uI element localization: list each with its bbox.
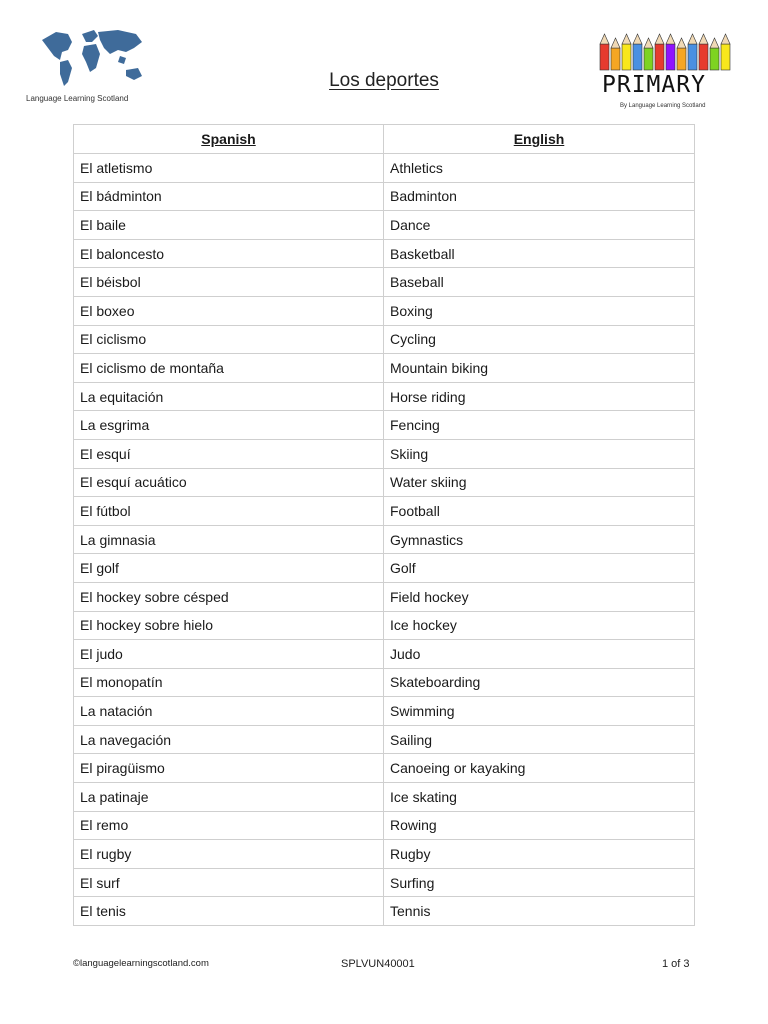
table-row (74, 439, 695, 468)
english-cell: Ice hockey (384, 611, 695, 640)
spanish-cell: El ciclismo (74, 325, 384, 354)
pencil-icon (655, 34, 664, 70)
pencil-icon (699, 34, 708, 70)
table-row (74, 268, 695, 297)
spanish-cell: El remo (74, 811, 384, 840)
english-cell: Canoeing or kayaking (384, 754, 695, 783)
english-cell: Fencing (384, 411, 695, 440)
primary-logo (598, 30, 732, 116)
table-header-row (74, 125, 695, 154)
spanish-cell: El judo (74, 640, 384, 669)
spanish-cell: El fútbol (74, 497, 384, 526)
pencil-icon (677, 38, 686, 70)
english-cell: Skiing (384, 439, 695, 468)
english-cell: Boxing (384, 296, 695, 325)
spanish-cell: La natación (74, 697, 384, 726)
spanish-cell: El boxeo (74, 296, 384, 325)
spanish-cell: El atletismo (74, 154, 384, 183)
spanish-cell: El golf (74, 554, 384, 583)
english-cell: Swimming (384, 697, 695, 726)
pencil-icon (600, 34, 609, 70)
english-cell: Ice skating (384, 783, 695, 812)
spanish-cell: El baile (74, 211, 384, 240)
spanish-cell: La esgrima (74, 411, 384, 440)
spanish-cell: El monopatín (74, 668, 384, 697)
org-name: Language Learning Scotland (26, 94, 129, 103)
table-row (74, 354, 695, 383)
english-cell: Judo (384, 640, 695, 669)
spanish-cell: El baloncesto (74, 239, 384, 268)
pencil-icon (666, 34, 675, 70)
pencil-icon (688, 34, 697, 70)
spanish-cell: El béisbol (74, 268, 384, 297)
table-row (74, 840, 695, 869)
english-cell: Badminton (384, 182, 695, 211)
pencil-icon (611, 38, 620, 70)
table-row (74, 154, 695, 183)
spanish-cell: La navegación (74, 725, 384, 754)
table-row (74, 754, 695, 783)
english-cell: Rugby (384, 840, 695, 869)
table-row (74, 182, 695, 211)
table-row (74, 582, 695, 611)
table-row (74, 697, 695, 726)
table-row (74, 725, 695, 754)
primary-wordmark: PRIMARY (602, 72, 706, 98)
column-header-spanish: Spanish (74, 125, 384, 154)
spanish-cell: El esquí (74, 439, 384, 468)
table-row (74, 525, 695, 554)
spanish-cell: El bádminton (74, 182, 384, 211)
table-row (74, 325, 695, 354)
english-cell: Horse riding (384, 382, 695, 411)
english-cell: Sailing (384, 725, 695, 754)
english-cell: Rowing (384, 811, 695, 840)
english-cell: Football (384, 497, 695, 526)
table-row (74, 468, 695, 497)
pencil-icon (622, 34, 631, 70)
spanish-cell: El hockey sobre césped (74, 582, 384, 611)
language-learning-scotland-logo (24, 26, 164, 106)
pencil-icon (710, 38, 719, 70)
pencil-icon (633, 34, 642, 70)
table-row (74, 554, 695, 583)
table-row (74, 296, 695, 325)
table-row (74, 668, 695, 697)
spanish-cell: El ciclismo de montaña (74, 354, 384, 383)
spanish-cell: El tenis (74, 897, 384, 926)
column-header-english: English (384, 125, 695, 154)
spanish-cell: El hockey sobre hielo (74, 611, 384, 640)
pencil-icon (721, 34, 730, 70)
english-cell: Surfing (384, 868, 695, 897)
spanish-cell: El surf (74, 868, 384, 897)
english-cell: Athletics (384, 154, 695, 183)
english-cell: Dance (384, 211, 695, 240)
table-row (74, 868, 695, 897)
table-row (74, 611, 695, 640)
table-row (74, 811, 695, 840)
english-cell: Mountain biking (384, 354, 695, 383)
footer-copyright: ©languagelearningscotland.com (73, 958, 209, 969)
table-row (74, 411, 695, 440)
page-title: Los deportes (329, 70, 439, 91)
spanish-cell: El rugby (74, 840, 384, 869)
table-row (74, 640, 695, 669)
english-cell: Skateboarding (384, 668, 695, 697)
vocabulary-table (73, 124, 695, 926)
english-cell: Golf (384, 554, 695, 583)
english-cell: Water skiing (384, 468, 695, 497)
brand-tagline: By Language Learning Scotland (620, 103, 706, 109)
footer-page-number: 1 of 3 (662, 958, 690, 970)
spanish-cell: El esquí acuático (74, 468, 384, 497)
footer-document-code: SPLVUN40001 (341, 958, 415, 970)
table-row (74, 497, 695, 526)
english-cell: Basketball (384, 239, 695, 268)
spanish-cell: La equitación (74, 382, 384, 411)
table-row (74, 897, 695, 926)
english-cell: Tennis (384, 897, 695, 926)
table-row (74, 239, 695, 268)
spanish-cell: La patinaje (74, 783, 384, 812)
pencil-icon (644, 38, 653, 70)
pencils-icon (598, 30, 732, 72)
spanish-cell: La gimnasia (74, 525, 384, 554)
english-cell: Cycling (384, 325, 695, 354)
table-row (74, 382, 695, 411)
english-cell: Gymnastics (384, 525, 695, 554)
english-cell: Baseball (384, 268, 695, 297)
spanish-cell: El piragüismo (74, 754, 384, 783)
english-cell: Field hockey (384, 582, 695, 611)
table-row (74, 783, 695, 812)
table-row (74, 211, 695, 240)
